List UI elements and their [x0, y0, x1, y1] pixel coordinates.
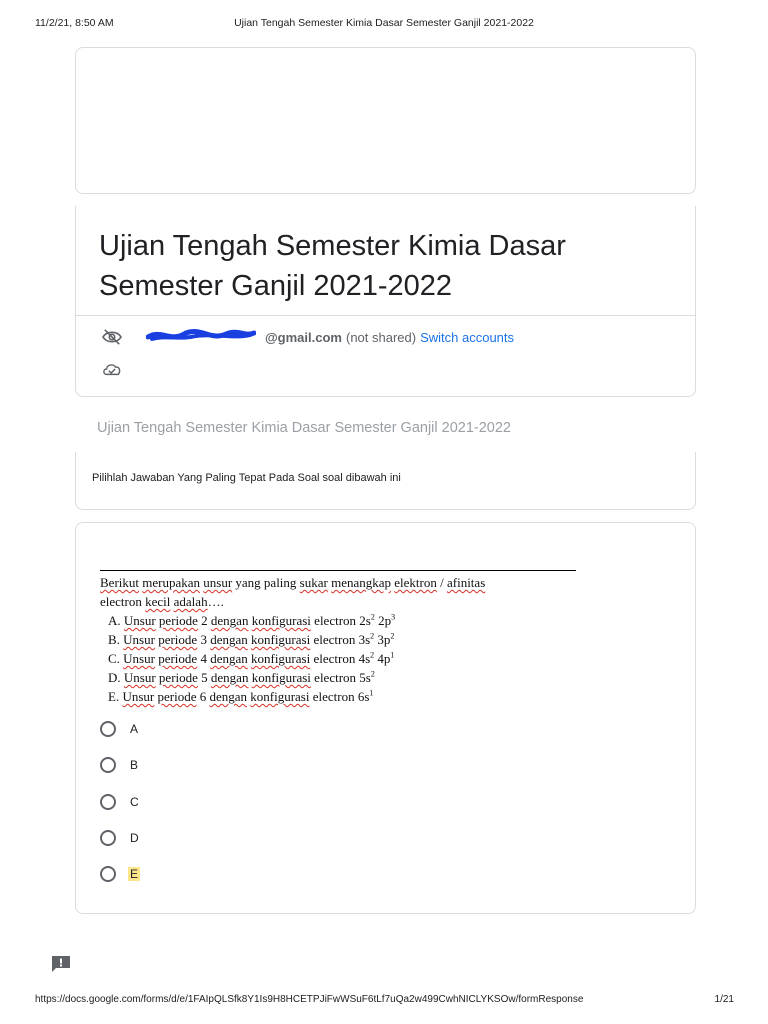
radio-button[interactable] — [100, 721, 116, 737]
question-option-line: D. Unsur periode 5 dengan konfigurasi electron $5s^2$ — [108, 669, 375, 685]
question-option-line: B. Unsur periode 3 dengan konfigurasi electron $3s^2$ $3p^2$ — [108, 631, 395, 647]
choice-label: D — [130, 831, 139, 845]
section-description-card — [75, 452, 696, 510]
radio-button[interactable] — [100, 830, 116, 846]
choice-label: E — [130, 867, 139, 881]
section-title: Ujian Tengah Semester Kimia Dasar Semester Ganjil 2021-2022 — [97, 420, 512, 436]
question-option-line: C. Unsur periode 4 dengan konfigurasi electron $4s^2$ $4p^1$ — [108, 650, 395, 666]
radio-button[interactable] — [100, 757, 116, 773]
choice-option-d[interactable] — [100, 827, 141, 849]
not-shared-label: (not shared) — [345, 329, 417, 345]
switch-accounts-link[interactable]: Switch accounts — [420, 329, 515, 345]
radio-button[interactable] — [100, 794, 116, 810]
radio-button[interactable] — [100, 866, 116, 882]
question-option-line: A. Unsur periode 2 dengan konfigurasi electron $2s^2$ $2p^3$ — [108, 612, 396, 628]
print-title: Ujian Tengah Semester Kimia Dasar Semester Ganjil 2021-2022 — [234, 17, 534, 29]
choice-label: A — [130, 722, 139, 736]
choice-option-a[interactable] — [100, 718, 140, 740]
account-row — [101, 327, 514, 347]
eye-off-icon — [101, 328, 123, 346]
print-page-number: 1/21 — [714, 994, 734, 1005]
choice-option-e[interactable] — [100, 863, 140, 885]
section-description: Pilihlah Jawaban Yang Paling Tepat Pada Soal soal dibawah ini — [92, 472, 401, 484]
account-email: @gmail.com — [265, 329, 342, 345]
question-stem-line-2: electron kecil adalah…. — [100, 594, 224, 609]
print-url: https://docs.google.com/forms/d/e/1FAIpQLSfk8Y1Is9H8HCETPJiFwWSuF6tLf7uQa2w499CwhNICLYKSOw/formResponse — [35, 994, 584, 1005]
print-datetime: 11/2/21, 8:50 AM — [35, 17, 114, 29]
choice-label: B — [130, 758, 139, 772]
feedback-icon[interactable] — [50, 954, 72, 974]
question-card — [75, 522, 696, 914]
form-header-card — [75, 206, 696, 397]
question-option-line: E. Unsur periode 6 dengan konfigurasi electron $6s^1$ — [108, 688, 374, 704]
cloud-check-icon — [101, 360, 123, 378]
form-title: Ujian Tengah Semester Kimia Dasar Semester Ganjil 2021-2022 — [99, 230, 566, 302]
choice-option-c[interactable] — [100, 791, 141, 813]
question-top-rule — [100, 570, 576, 571]
choice-label: C — [130, 795, 139, 809]
redaction-scribble — [146, 325, 256, 347]
divider — [76, 315, 695, 316]
choice-option-b[interactable] — [100, 754, 140, 776]
question-image — [100, 570, 580, 706]
question-stem-line-1: Berikut merupakan unsur yang paling sukar menangkap elektron / afinitas — [100, 575, 486, 590]
form-banner — [75, 47, 696, 194]
